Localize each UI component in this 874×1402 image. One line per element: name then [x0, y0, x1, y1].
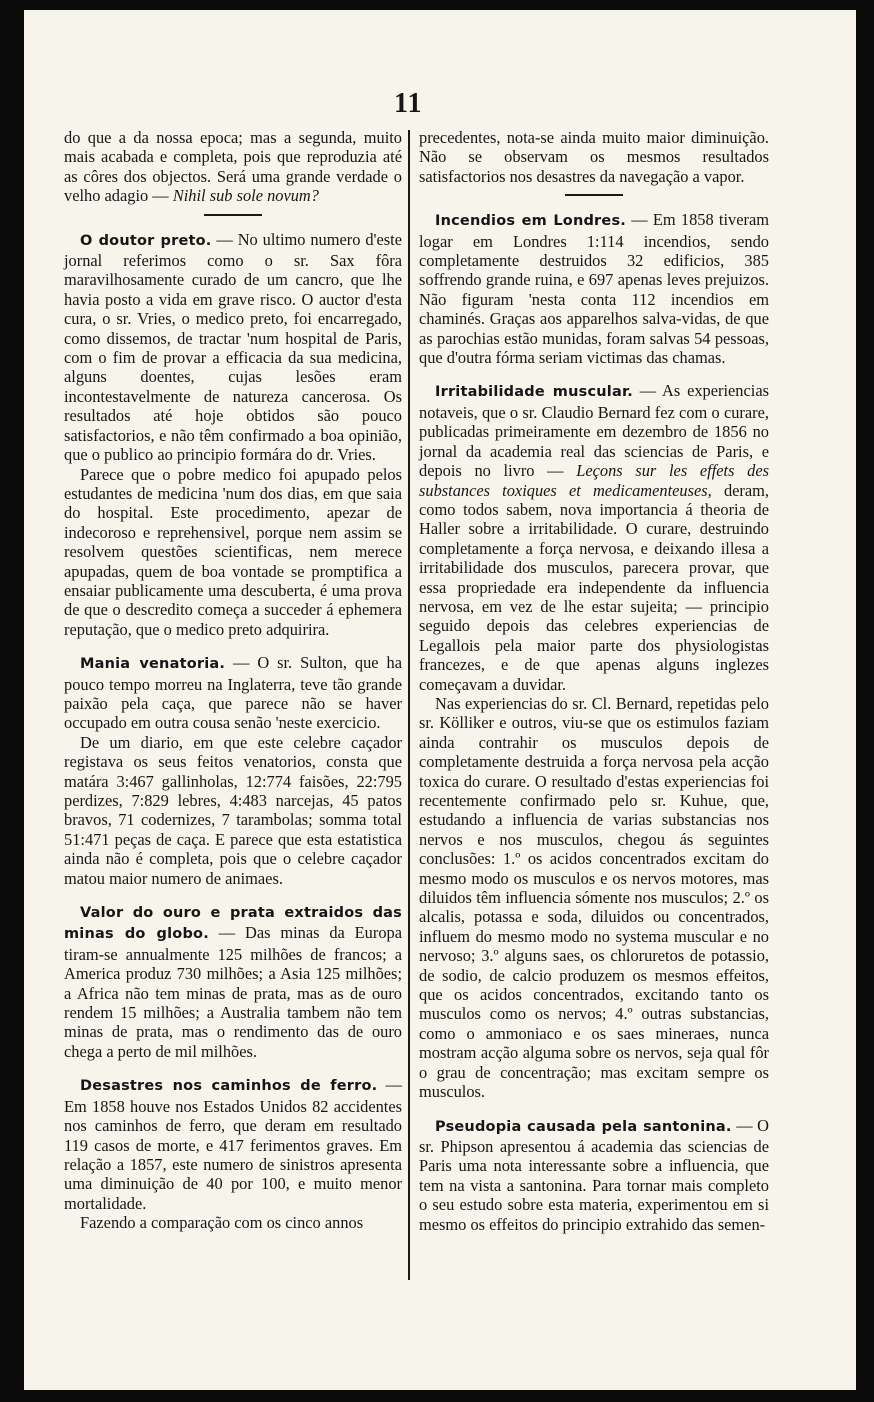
continuation-paragraph: precedentes, nota-se ainda muito maior diminuição. Não se observam os mesmos resultados satisfactorios nos desastres da navegação a vapor.	[419, 128, 769, 186]
heading-irritabilidade: Irritabilidade muscular.	[435, 384, 633, 401]
heading-desastres: Desastres nos caminhos de ferro.	[80, 1078, 378, 1095]
separator-rule	[204, 214, 262, 216]
article-mania-p2: De um diario, em que este celebre caçador registava os seus feitos venatorios, consta que matára 3:467 gallinholas, 12:774 faisões, 22:795 perdizes, 7:829 lebres, 4:483 narcejas, 45 patos bravos, 71 codernizes, 7 tarambolas; somma total 51:471 peças de caça. E parece que esta estatistica ainda não é completa, pois que o celebre caçador matou maior numero de animaes.	[64, 732, 402, 888]
article-incendios: Incendios em Londres. — Em 1858 tiveram logar em Londres 1:114 incendios, sendo completamente destruidos 32 edificios, 385 soffrendo grande ruina, e 697 apenas leves prejuizos. Não figuram 'nesta conta 112 incendios em chaminés. Graças aos apparelhos salva-vidas, de que as parochias estão munidas, foram salvas 54 pessoas, que d'outra fórma seriam victimas das chamas.	[419, 210, 769, 368]
heading-pseudopia: Pseudopia causada pela santonina.	[435, 1118, 732, 1135]
left-column	[64, 128, 402, 1233]
book-title: Leçons sur les effets des substances toxiques et medicamenteuses,	[419, 461, 769, 500]
heading-doutor-preto: O doutor preto.	[80, 232, 212, 249]
intro-paragraph: do que a da nossa epoca; mas a segunda, muito mais acabada e completa, pois que reproduzia até as côres dos objectos. Será uma grande verdade o velho adagio — Nihil sub sole novum?	[64, 128, 402, 206]
article-irritabilidade: Irritabilidade muscular. — As experiencias notaveis, que o sr. Claudio Bernard fez com o curare, publicadas primeiramente em dezembro de 1856 no jornal da academia real das sciencias de Paris, e depois no livro — Leçons sur les effets des substances toxiques et medicamenteuses, deram, como todos sabem, nova importancia á theoria de Haller sobre a irritabilidade. O curare, destruindo completamente a força nervosa, e deixando illesa a irritabilidade dos musculos, parecera provar, que essa propriedade era independente da influencia nervosa, em vez de lhe estar sujeita; — principio seguido depois das celebres experiencias de Legallois pela maior parte dos physiologistas francezes, e de que apenas alguns inglezes começavam a duvidar.	[419, 381, 769, 694]
article-desastres: Desastres nos caminhos de ferro. — Em 1858 houve nos Estados Unidos 82 accidentes nos caminhos de ferro, que deram em resultado 119 casos de morte, e 417 ferimentos graves. Em relação a 1857, este numero de sinistros apresenta uma diminuição de 40 por 100, e muito menor mortalidade.	[64, 1075, 402, 1213]
latin-quote: Nihil sub sole novum?	[172, 186, 319, 206]
newspaper-page	[24, 10, 856, 1390]
heading-mania-venatoria: Mania venatoria.	[80, 656, 226, 673]
article-doutor-p2: Parece que o pobre medico foi apupado pelos estudantes de medicina 'num dos dias, em que saia do hospital. Este procedimento, apezar de indecoroso e reprehensivel, porque nem assim se resolvem questões scientificas, nem merece apupadas, quem de boa vontade se promptifica a ensaiar publicamente uma descuberta, é uma prova de que o descredito começa a succeder á ephemera reputação, que o medico preto adquirira.	[64, 464, 402, 639]
heading-incendios: Incendios em Londres.	[435, 213, 626, 230]
heading-valor-ouro: Valor do ouro e prata extraidos das minas do globo.	[64, 905, 402, 943]
article-pseudopia: Pseudopia causada pela santonina. — O sr. Phipson apresentou á academia das sciencias de Paris uma nota interessante sobre a influencia, que tem na vista a santonina. Para tornar mais completo o seu estudo sobre esta materia, experimentou em si mesmo os effeitos do principio extrahido das semen-	[419, 1115, 769, 1234]
right-column	[419, 128, 769, 1234]
article-valor: Valor do ouro e prata extraidos das minas do globo. — Das minas da Europa tiram-se annualmente 125 milhões de francos; a America produz 730 milhões; a Asia 125 milhões; a Africa não tem minas de prata, mas as de ouro rendem 15 milhões; a Australia tambem não tem minas de prata, mas o rendimento das de ouro chega a perto de mil milhões.	[64, 905, 402, 1061]
page-number: 11	[394, 88, 423, 119]
article-desastres-p2: Fazendo a comparação com os cinco annos	[80, 1213, 364, 1233]
article-doutor: O doutor preto. — No ultimo numero d'este jornal referimos como o sr. Sax fôra maravilhosamente curado de um cancro, que lhe havia posto a vida em grave risco. O auctor d'esta cura, o sr. Vries, o medico preto, foi encarregado, como dissemos, de tractar 'num hospital de Paris, com o fim de provar a efficacia da sua medicina, alguns doentes, cujas lesões eram incontestavelmente de natureza cancerosa. Os resultados até hoje obtidos são pouco satisfactorios, e não têm confirmado a boa opinião, que o publico ao principio formára do dr. Vries.	[64, 229, 402, 465]
separator-rule	[565, 194, 623, 196]
column-divider	[408, 130, 410, 1280]
article-irritabilidade-p2: Nas experiencias do sr. Cl. Bernard, repetidas pelo sr. Kölliker e outros, viu-se que os estimulos faziam ainda contrahir os musculos depois de completamente destruida a força nervosa pela acção toxica do curare. O resultado d'estas experiencias foi recentemente confirmado pelo sr. Kuhue, que, estudando a influencia de varias substancias nos nervos e nos musculos, chegou ás seguintes conclusões: 1.º os acidos concentrados excitam do mesmo modo os musculos e os nervos motores, mas diluidos têm influencia sómente nos musculos; 2.º os alcalis, potassa e soda, diluidos ou concentrados, influem do mesmo modo no systema muscular e no nervoso; 3.º alguns saes, os chloruretos de potassio, de sodio, de calcio produzem os mesmos effeitos, que os acidos concentrados, excitando tanto os musculos como os nervos; 4.º outras substancias, como o ammoniaco e os saes mineraes, nunca mostram acção alguma sobre os nervos, seja qual fôr o grau de concentração; mas excitam sempre os musculos.	[419, 693, 769, 1102]
article-mania: Mania venatoria. — O sr. Sulton, que ha pouco tempo morreu na Inglaterra, teve tão grande paixão pela caça, que parece não se haver occupado em outra cousa senão 'neste exercicio.	[64, 653, 402, 733]
